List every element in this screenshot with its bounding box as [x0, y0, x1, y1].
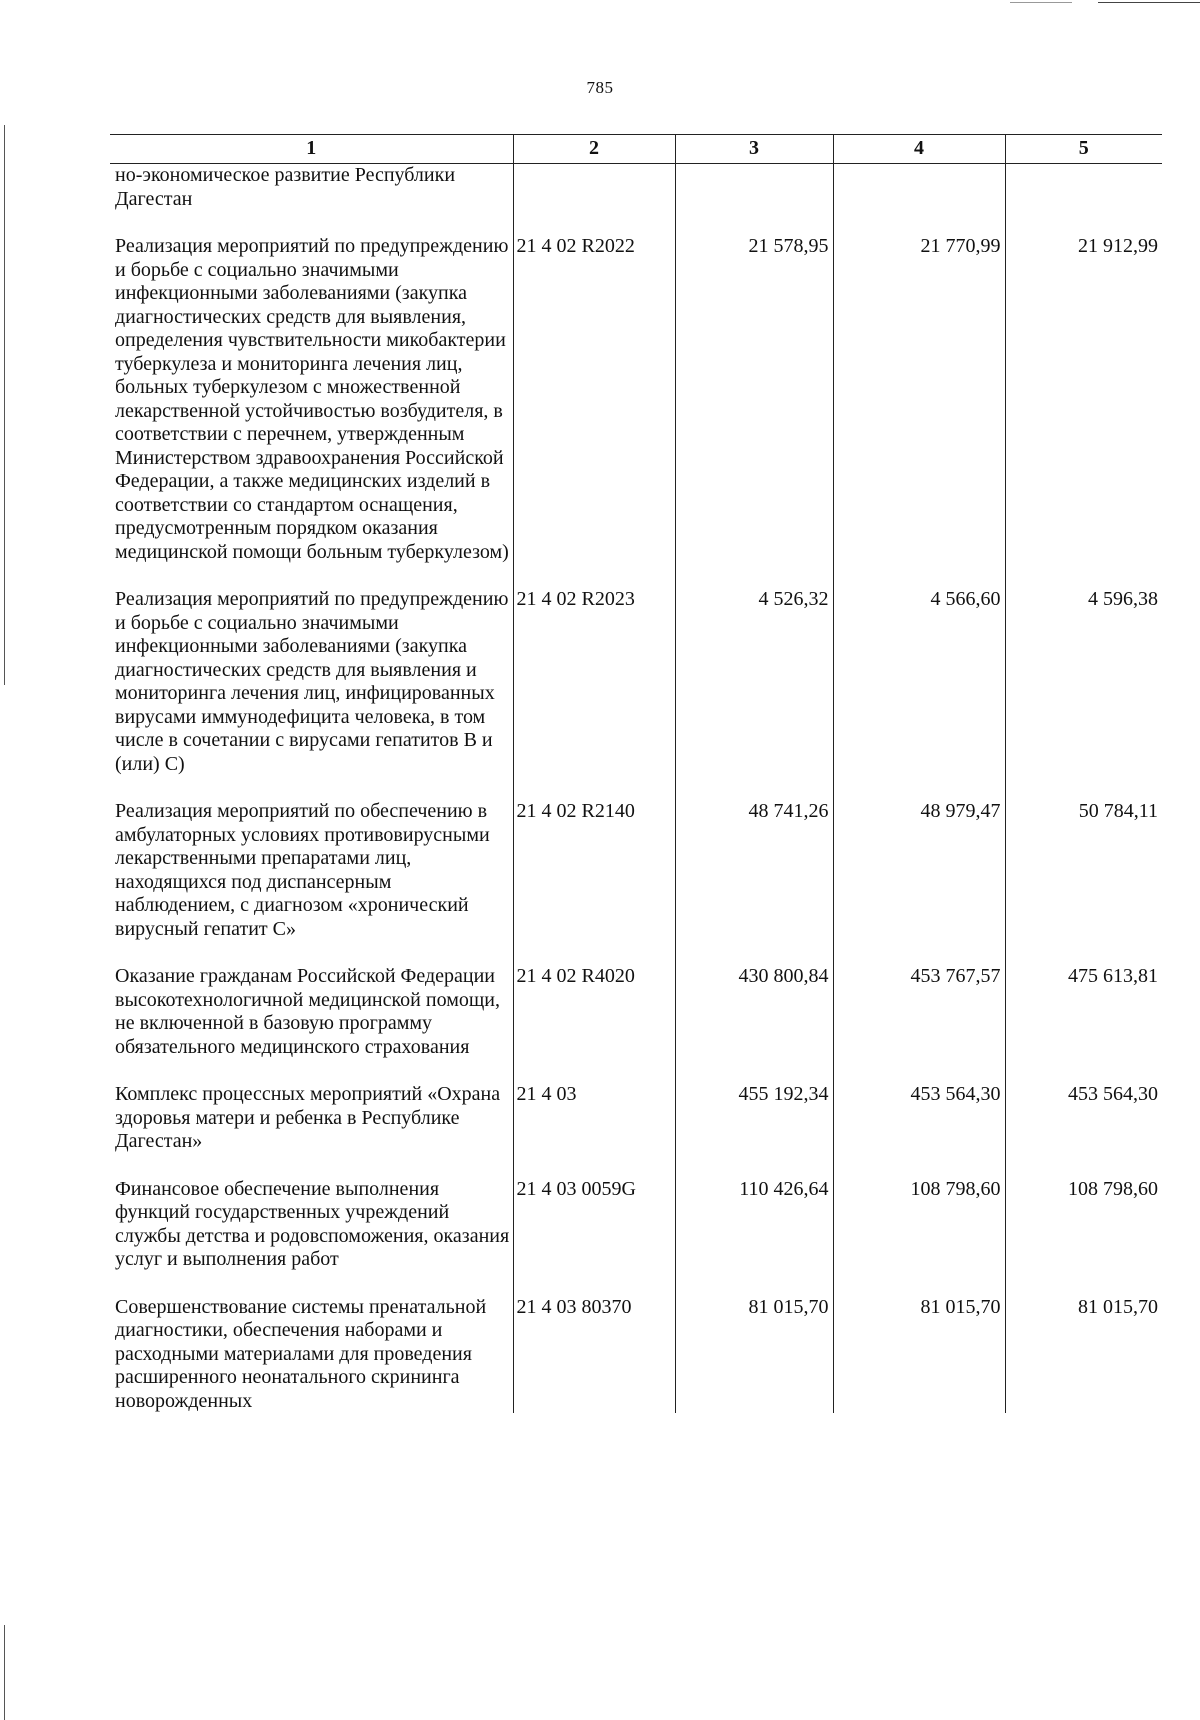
page-number: 785: [586, 78, 614, 97]
row-value-col5: 108 798,60: [1005, 1178, 1162, 1272]
row-value-col5: [1005, 164, 1162, 212]
row-spacer: [110, 776, 1162, 800]
budget-table: [110, 134, 1162, 1413]
row-description: Финансовое обеспечение выполнения функций государственных учреждений службы детства и родовспоможения, оказания услуг и выполнения работ: [115, 1177, 510, 1270]
scan-edge-mark: [1098, 2, 1200, 3]
row-value-col4: 453 564,30: [833, 1083, 1005, 1154]
row-spacer: [110, 1154, 1162, 1178]
row-code: 21 4 03 0059G: [513, 1178, 675, 1272]
row-code: 21 4 02 R2023: [513, 588, 675, 776]
table-row: [110, 1083, 1162, 1154]
scan-edge-mark: [4, 125, 5, 685]
row-spacer: [110, 1272, 1162, 1296]
table-row: [110, 235, 1162, 564]
column-header: 1: [110, 135, 513, 164]
table-row: [110, 1296, 1162, 1414]
row-value-col3: 21 578,95: [675, 235, 833, 564]
row-value-col5: 21 912,99: [1005, 235, 1162, 564]
row-value-col4: [833, 164, 1005, 212]
row-value-col5: 453 564,30: [1005, 1083, 1162, 1154]
row-description: но-экономическое развитие Республики Дагестан: [115, 164, 456, 210]
row-description: Реализация мероприятий по предупреждению и борьбе с социально значимыми инфекционными заболеваниями (закупка диагностических средств для выявления и мониторинга лечения лиц, инфицированных вирусами иммунодефицита человека, в том числе в сочетании с вирусами гепатитов B и (или) C): [115, 588, 509, 775]
row-code: 21 4 03 80370: [513, 1296, 675, 1414]
row-value-col3: 48 741,26: [675, 800, 833, 941]
row-value-col3: 81 015,70: [675, 1296, 833, 1414]
row-description: Реализация мероприятий по предупреждению и борьбе с социально значимыми инфекционными заболеваниями (закупка диагностических средств для выявления, определения чувствительности микобактерии туберкулеза и мониторинга лечения лиц, больных туберкулезом с множественной лекарственной устойчивостью возбудителя, в соответствии с перечнем, утвержденным Министерством здравоохранения Российской Федерации, а также медицинских изделий в соответствии со стандартом оснащения, предусмотренным порядком оказания медицинской помощи больным туберкулезом): [115, 235, 509, 563]
row-value-col4: 108 798,60: [833, 1178, 1005, 1272]
table-row: [110, 164, 1162, 212]
row-value-col3: [675, 164, 833, 212]
row-value-col5: 4 596,38: [1005, 588, 1162, 776]
row-value-col3: 4 526,32: [675, 588, 833, 776]
row-description: Оказание гражданам Российской Федерации высокотехнологичной медицинской помощи, не включенной в базовую программу обязательного медицинского страхования: [115, 965, 500, 1058]
row-description: Совершенствование системы пренатальной диагностики, обеспечения наборами и расходными материалами для проведения расширенного неонатального скрининга новорожденных: [115, 1295, 487, 1412]
row-code: 21 4 02 R2140: [513, 800, 675, 941]
row-value-col5: 475 613,81: [1005, 965, 1162, 1059]
row-description: Реализация мероприятий по обеспечению в амбулаторных условиях противовирусными лекарственными препаратами лиц, находящихся под диспансерным наблюдением, с диагнозом «хронический вирусный гепатит C»: [115, 800, 490, 940]
row-value-col3: 110 426,64: [675, 1178, 833, 1272]
row-value-col4: 21 770,99: [833, 235, 1005, 564]
row-code: 21 4 02 R2022: [513, 235, 675, 564]
row-spacer: [110, 941, 1162, 965]
row-value-col5: 50 784,11: [1005, 800, 1162, 941]
row-value-col4: 453 767,57: [833, 965, 1005, 1059]
scan-edge-mark: [1010, 2, 1072, 3]
table-row: [110, 965, 1162, 1059]
row-description: Комплекс процессных мероприятий «Охрана здоровья матери и ребенка в Республике Дагестан»: [115, 1083, 501, 1152]
table-row: [110, 800, 1162, 941]
table-header-row: [110, 135, 1162, 164]
column-header: 4: [833, 135, 1005, 164]
row-value-col4: 48 979,47: [833, 800, 1005, 941]
row-spacer: [110, 211, 1162, 235]
column-header: 3: [675, 135, 833, 164]
row-code: 21 4 03: [513, 1083, 675, 1154]
row-value-col5: 81 015,70: [1005, 1296, 1162, 1414]
row-value-col3: 430 800,84: [675, 965, 833, 1059]
row-code: [513, 164, 675, 212]
column-header: 2: [513, 135, 675, 164]
row-code: 21 4 02 R4020: [513, 965, 675, 1059]
row-spacer: [110, 564, 1162, 588]
row-spacer: [110, 1059, 1162, 1083]
row-value-col3: 455 192,34: [675, 1083, 833, 1154]
row-value-col4: 81 015,70: [833, 1296, 1005, 1414]
table-row: [110, 588, 1162, 776]
row-value-col4: 4 566,60: [833, 588, 1005, 776]
column-header: 5: [1005, 135, 1162, 164]
table-row: [110, 1178, 1162, 1272]
scan-edge-mark: [4, 1625, 5, 1720]
